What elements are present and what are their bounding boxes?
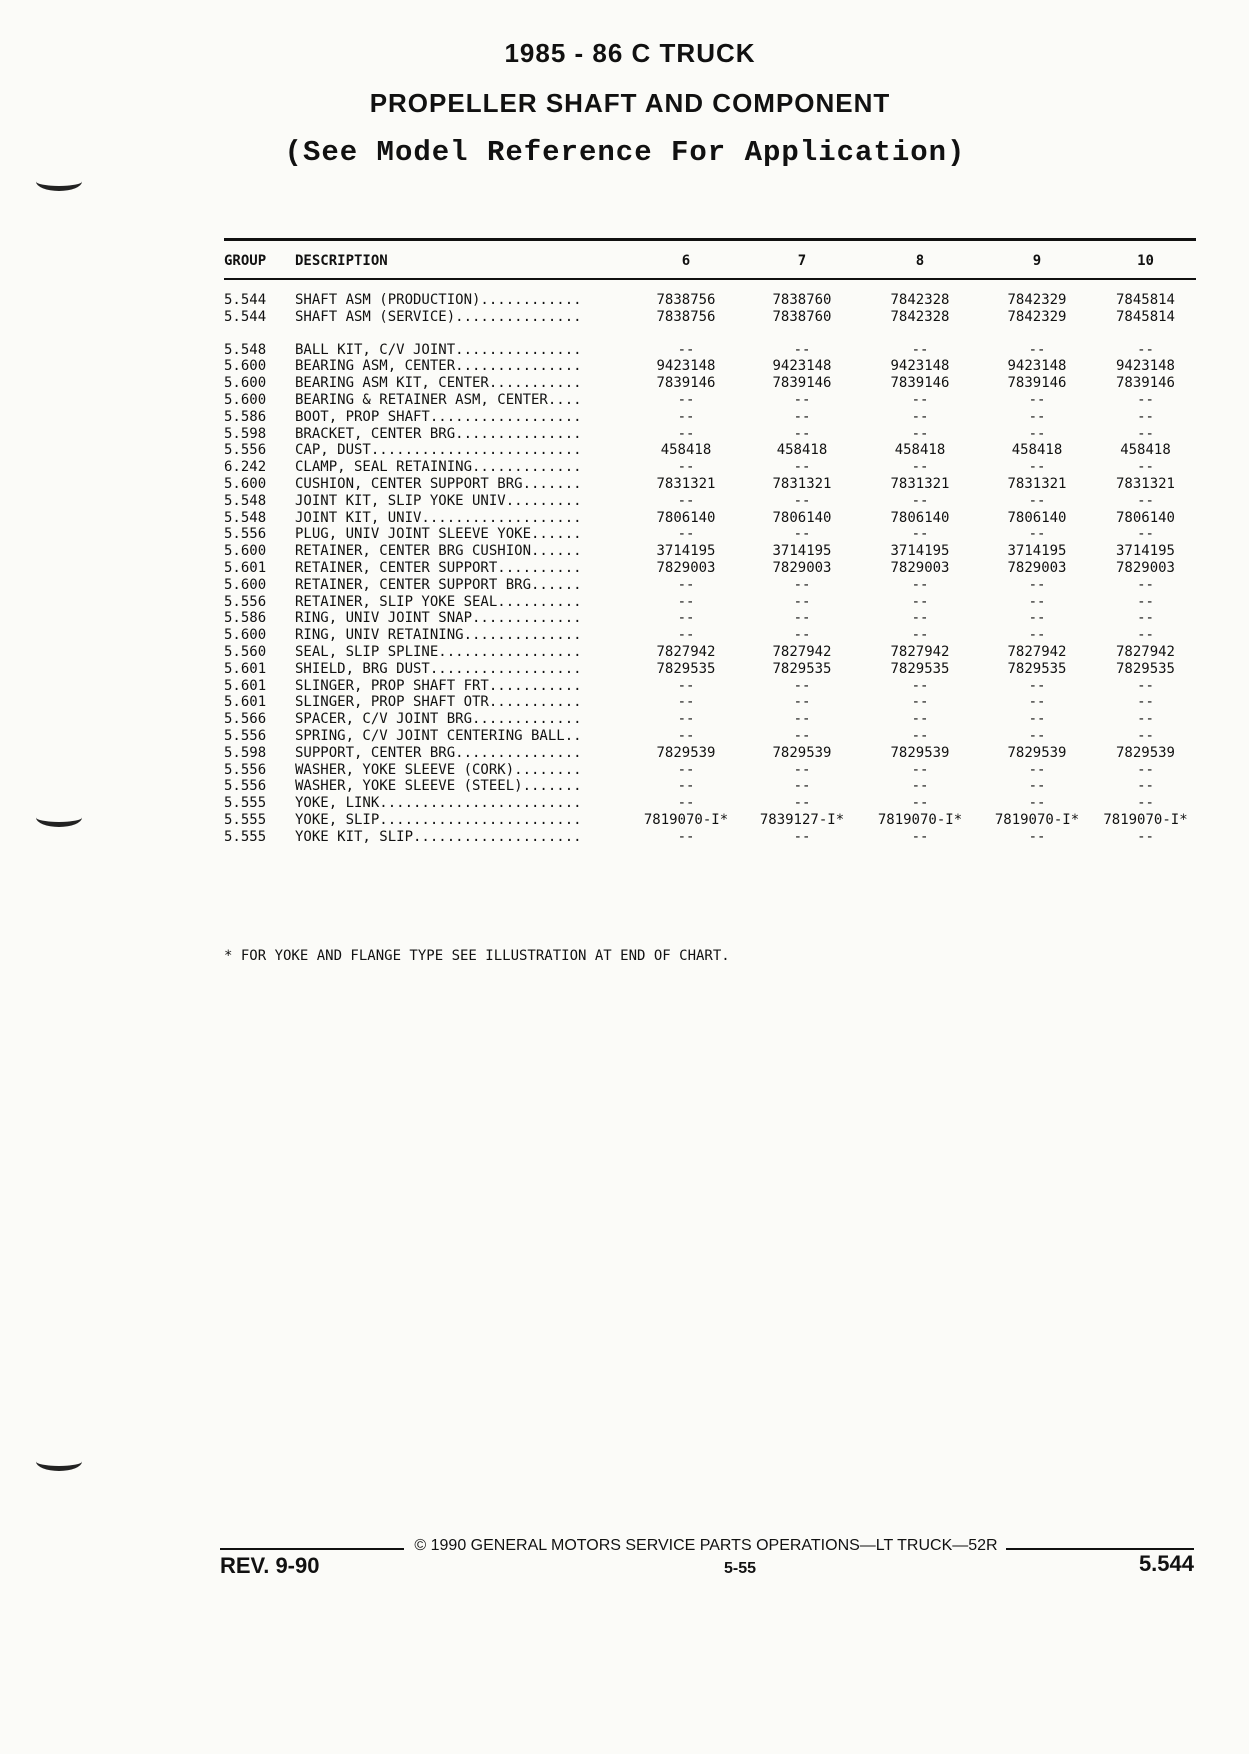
part-number-cell: --: [911, 425, 929, 442]
group-cell: 5.560: [224, 643, 267, 660]
part-number-cell: --: [793, 593, 811, 610]
description-cell: BEARING ASM, CENTER...............: [295, 358, 582, 375]
group-cell: 5.600: [224, 375, 267, 392]
part-number-cell: 7839146: [772, 375, 832, 392]
section-spacer: [224, 276, 1196, 292]
part-number-cell: --: [677, 425, 695, 442]
part-number-cell: 9423148: [772, 358, 832, 375]
column-header-group: GROUP: [224, 253, 267, 269]
spacer-cell: [224, 276, 1196, 292]
part-number-cell: --: [911, 677, 929, 694]
description-cell: WASHER, YOKE SLEEVE (STEEL).......: [295, 778, 582, 795]
part-number-cell: --: [793, 711, 811, 728]
part-number-cell: --: [1028, 828, 1046, 845]
description-cell: YOKE, LINK........................: [295, 795, 582, 812]
description-cell: RING, UNIV RETAINING..............: [295, 627, 582, 644]
part-number-cell: --: [911, 593, 929, 610]
part-number-cell: 3714195: [1115, 543, 1175, 560]
part-number-cell: --: [677, 526, 695, 543]
part-number-cell: --: [911, 526, 929, 543]
table-row: [224, 560, 1196, 577]
application-note: (See Model Reference For Application): [284, 136, 966, 169]
part-number-cell: 7838756: [656, 292, 716, 308]
description-cell: BALL KIT, C/V JOINT...............: [295, 341, 582, 358]
part-number-cell: 7839146: [890, 375, 950, 392]
part-number-cell: --: [1028, 526, 1046, 543]
column-header-model: 6: [681, 253, 691, 269]
table-row: [224, 309, 1196, 326]
description-cell: PLUG, UNIV JOINT SLEEVE YOKE......: [295, 526, 582, 543]
part-number-cell: 7838760: [772, 292, 832, 308]
description-cell: SHIELD, BRG DUST..................: [295, 660, 582, 677]
part-number-cell: --: [793, 610, 811, 627]
table-row: [224, 745, 1196, 762]
part-number-cell: 7806140: [656, 509, 716, 526]
group-cell: 5.548: [224, 509, 267, 526]
part-number-cell: 458418: [894, 442, 946, 459]
part-number-cell: 3714195: [1007, 543, 1067, 560]
part-number-cell: 458418: [660, 442, 712, 459]
part-number-cell: --: [677, 727, 695, 744]
description-cell: CAP, DUST.........................: [295, 442, 582, 459]
table-row: [224, 526, 1196, 543]
description-cell: JOINT KIT, UNIV...................: [295, 509, 582, 526]
part-number-cell: --: [793, 492, 811, 509]
part-number-cell: --: [677, 627, 695, 644]
group-cell: 5.555: [224, 795, 267, 812]
part-number-cell: 7829535: [1115, 660, 1175, 677]
part-number-cell: 7839146: [1007, 375, 1067, 392]
table-row: [224, 292, 1196, 309]
group-cell: 5.600: [224, 391, 267, 408]
table-row: [224, 426, 1196, 443]
binder-hole-mark: [36, 808, 82, 827]
part-number-cell: --: [911, 828, 929, 845]
part-number-cell: 7839146: [656, 375, 716, 392]
part-number-cell: 7806140: [1007, 509, 1067, 526]
part-number-cell: --: [793, 459, 811, 476]
table-row: [224, 442, 1196, 459]
part-number-cell: --: [1028, 610, 1046, 627]
part-number-cell: --: [793, 677, 811, 694]
part-number-cell: --: [677, 492, 695, 509]
part-number-cell: --: [911, 341, 929, 358]
part-number-cell: --: [911, 391, 929, 408]
column-header-model: 9: [1032, 253, 1042, 269]
description-cell: BOOT, PROP SHAFT..................: [295, 408, 582, 425]
description-cell: RETAINER, CENTER BRG CUSHION......: [295, 543, 582, 560]
part-number-cell: 7829539: [1115, 744, 1175, 761]
part-number-cell: --: [1028, 627, 1046, 644]
part-number-cell: --: [911, 694, 929, 711]
part-number-cell: 458418: [776, 442, 828, 459]
table-row: [224, 644, 1196, 661]
part-number-cell: --: [793, 828, 811, 845]
part-number-cell: 7842329: [1007, 308, 1067, 325]
column-header-model: 10: [1137, 253, 1154, 269]
part-number-cell: --: [1137, 795, 1154, 812]
part-number-cell: --: [1137, 391, 1154, 408]
part-number-cell: --: [793, 526, 811, 543]
part-number-cell: 7831321: [890, 475, 950, 492]
part-number-cell: --: [1137, 778, 1154, 795]
part-number-cell: --: [911, 761, 929, 778]
part-number-cell: 9423148: [1007, 358, 1067, 375]
part-number-cell: --: [1137, 492, 1154, 509]
table-row: [224, 493, 1196, 510]
group-cell: 5.566: [224, 711, 267, 728]
part-number-cell: --: [911, 576, 929, 593]
part-number-cell: 7829539: [890, 744, 950, 761]
part-number-cell: --: [911, 711, 929, 728]
part-number-cell: 7829003: [656, 559, 716, 576]
group-cell: 5.556: [224, 442, 267, 459]
table-row: [224, 829, 1196, 846]
part-number-cell: --: [677, 459, 695, 476]
description-cell: SLINGER, PROP SHAFT FRT...........: [295, 677, 582, 694]
part-number-cell: --: [1137, 459, 1154, 476]
binder-hole-mark: [36, 172, 82, 191]
group-cell: 5.598: [224, 425, 267, 442]
part-number-cell: 7806140: [890, 509, 950, 526]
part-number-cell: --: [677, 711, 695, 728]
binder-hole-mark: [36, 1452, 82, 1471]
part-number-cell: --: [793, 341, 811, 358]
footer-rule: [220, 1548, 404, 1550]
part-number-cell: 7842328: [890, 308, 950, 325]
part-number-cell: --: [793, 576, 811, 593]
part-number-cell: --: [677, 828, 695, 845]
part-number-cell: --: [911, 408, 929, 425]
part-number-cell: --: [793, 761, 811, 778]
table-row: [224, 459, 1196, 476]
part-number-cell: --: [1137, 341, 1154, 358]
table-row: [224, 409, 1196, 426]
part-number-cell: --: [1137, 711, 1154, 728]
part-number-cell: 7831321: [656, 475, 716, 492]
table-row: [224, 762, 1196, 779]
page-subtitle: PROPELLER SHAFT AND COMPONENT: [369, 88, 891, 118]
part-number-cell: --: [1028, 593, 1046, 610]
table-row: [224, 577, 1196, 594]
part-number-cell: --: [1137, 694, 1154, 711]
part-number-cell: --: [1137, 610, 1154, 627]
table-header-row: [224, 246, 1196, 276]
part-number-cell: --: [1137, 677, 1154, 694]
part-number-cell: --: [793, 694, 811, 711]
table-row: [224, 610, 1196, 627]
part-number-cell: 7829539: [772, 744, 832, 761]
description-cell: YOKE, SLIP........................: [295, 811, 582, 828]
column-header-model: 8: [915, 253, 925, 269]
part-number-cell: --: [677, 341, 695, 358]
part-number-cell: 7831321: [772, 475, 832, 492]
description-cell: BRACKET, CENTER BRG...............: [295, 425, 582, 442]
part-number-cell: --: [1028, 459, 1046, 476]
part-number-cell: --: [677, 593, 695, 610]
part-number-cell: --: [677, 778, 695, 795]
part-number-cell: --: [793, 627, 811, 644]
part-number-cell: --: [911, 492, 929, 509]
part-number-cell: --: [911, 795, 929, 812]
part-number-cell: 7839127-I*: [759, 811, 845, 828]
part-number-cell: --: [1028, 425, 1046, 442]
parts-table: [224, 246, 1196, 846]
table-row: [224, 627, 1196, 644]
part-number-cell: 9423148: [656, 358, 716, 375]
part-number-cell: --: [1028, 677, 1046, 694]
group-cell: 5.556: [224, 526, 267, 543]
part-number-cell: --: [1028, 576, 1046, 593]
table-row: [224, 543, 1196, 560]
table-row: [224, 812, 1196, 829]
group-cell: 5.555: [224, 811, 267, 828]
part-number-cell: 7839146: [1115, 375, 1175, 392]
part-number-cell: 3714195: [772, 543, 832, 560]
part-number-cell: --: [1028, 492, 1046, 509]
description-cell: RING, UNIV JOINT SNAP.............: [295, 610, 582, 627]
part-number-cell: 7827942: [656, 643, 716, 660]
part-number-cell: 7829003: [1007, 559, 1067, 576]
table-row: [224, 778, 1196, 795]
part-number-cell: 7831321: [1115, 475, 1175, 492]
section-spacer: [224, 326, 1196, 342]
part-number-cell: 7819070-I*: [1103, 811, 1188, 828]
part-number-cell: 3714195: [656, 543, 716, 560]
part-number-cell: --: [1028, 408, 1046, 425]
group-cell: 5.556: [224, 761, 267, 778]
table-row: [224, 510, 1196, 527]
part-number-cell: 9423148: [1115, 358, 1175, 375]
description-cell: SLINGER, PROP SHAFT OTR...........: [295, 694, 582, 711]
part-number-cell: --: [1028, 795, 1046, 812]
group-cell: 5.601: [224, 694, 267, 711]
part-number-cell: --: [1028, 711, 1046, 728]
part-number-cell: --: [1028, 391, 1046, 408]
table-row: [224, 795, 1196, 812]
part-number-cell: --: [677, 391, 695, 408]
description-cell: CLAMP, SEAL RETAINING.............: [295, 459, 582, 476]
part-number-cell: --: [793, 425, 811, 442]
part-number-cell: --: [911, 610, 929, 627]
part-number-cell: 7829003: [772, 559, 832, 576]
part-number-cell: --: [1137, 761, 1154, 778]
group-cell: 5.598: [224, 744, 267, 761]
part-number-cell: 7827942: [1007, 643, 1067, 660]
footer-page-number: 5-55: [723, 1560, 757, 1577]
description-cell: SPRING, C/V JOINT CENTERING BALL..: [295, 727, 582, 744]
footer-copyright: © 1990 GENERAL MOTORS SERVICE PARTS OPERATIONS—LT TRUCK—52R: [414, 1537, 998, 1554]
part-number-cell: --: [1137, 408, 1154, 425]
table-row: [224, 594, 1196, 611]
table-row: [224, 342, 1196, 359]
group-cell: 5.544: [224, 308, 267, 325]
part-number-cell: 7827942: [772, 643, 832, 660]
group-cell: 5.600: [224, 627, 267, 644]
part-number-cell: 7806140: [772, 509, 832, 526]
description-cell: SHAFT ASM (SERVICE)...............: [295, 308, 582, 325]
table-row: [224, 661, 1196, 678]
part-number-cell: --: [1137, 593, 1154, 610]
group-cell: 5.548: [224, 341, 267, 358]
spacer-cell: [224, 326, 1196, 342]
part-number-cell: 7827942: [1115, 643, 1175, 660]
part-number-cell: 7827942: [890, 643, 950, 660]
table-row: [224, 476, 1196, 493]
part-number-cell: 458418: [1120, 442, 1171, 459]
group-cell: 5.556: [224, 727, 267, 744]
part-number-cell: --: [1028, 341, 1046, 358]
part-number-cell: 7829535: [890, 660, 950, 677]
part-number-cell: --: [1137, 627, 1154, 644]
part-number-cell: 7806140: [1115, 509, 1175, 526]
group-cell: 5.600: [224, 358, 267, 375]
part-number-cell: 7829535: [656, 660, 716, 677]
group-cell: 6.242: [224, 459, 267, 476]
part-number-cell: 3714195: [890, 543, 950, 560]
part-number-cell: 7829539: [656, 744, 716, 761]
footer-section-number: 5.544: [1138, 1551, 1194, 1576]
part-number-cell: --: [677, 576, 695, 593]
group-cell: 5.601: [224, 559, 267, 576]
part-number-cell: 7838760: [772, 308, 832, 325]
group-cell: 5.586: [224, 610, 267, 627]
part-number-cell: --: [1137, 576, 1154, 593]
part-number-cell: --: [911, 727, 929, 744]
table-row: [224, 728, 1196, 745]
part-number-cell: 7829003: [1115, 559, 1175, 576]
description-cell: RETAINER, SLIP YOKE SEAL..........: [295, 593, 582, 610]
group-cell: 5.601: [224, 660, 267, 677]
column-header-model: 7: [797, 253, 807, 269]
part-number-cell: 7831321: [1007, 475, 1067, 492]
column-header-description: DESCRIPTION: [295, 253, 388, 269]
description-cell: SPACER, C/V JOINT BRG.............: [295, 711, 582, 728]
part-number-cell: --: [911, 778, 929, 795]
part-number-cell: 7819070-I*: [994, 811, 1080, 828]
part-number-cell: 7829003: [890, 559, 950, 576]
footer-rule: [1006, 1548, 1194, 1550]
table-row: [224, 711, 1196, 728]
part-number-cell: --: [1028, 761, 1046, 778]
group-cell: 5.544: [224, 292, 267, 308]
part-number-cell: --: [677, 694, 695, 711]
table-row: [224, 678, 1196, 695]
table-top-rule: [224, 238, 1196, 241]
part-number-cell: --: [1028, 727, 1046, 744]
group-cell: 5.556: [224, 778, 267, 795]
part-number-cell: --: [911, 459, 929, 476]
table-row: [224, 375, 1196, 392]
part-number-cell: 7829535: [1007, 660, 1067, 677]
part-number-cell: --: [677, 408, 695, 425]
description-cell: SUPPORT, CENTER BRG...............: [295, 744, 582, 761]
part-number-cell: 7845814: [1115, 308, 1175, 325]
group-cell: 5.586: [224, 408, 267, 425]
part-number-cell: 7842328: [890, 292, 950, 308]
footnote: * FOR YOKE AND FLANGE TYPE SEE ILLUSTRATION AT END OF CHART.: [224, 948, 730, 964]
part-number-cell: --: [677, 795, 695, 812]
description-cell: CUSHION, CENTER SUPPORT BRG.......: [295, 475, 582, 492]
description-cell: WASHER, YOKE SLEEVE (CORK)........: [295, 761, 582, 778]
part-number-cell: --: [793, 795, 811, 812]
part-number-cell: --: [1137, 526, 1154, 543]
part-number-cell: --: [1028, 778, 1046, 795]
table-row: [224, 392, 1196, 409]
part-number-cell: 7838756: [656, 308, 716, 325]
part-number-cell: 7819070-I*: [877, 811, 963, 828]
description-cell: BEARING & RETAINER ASM, CENTER....: [295, 391, 582, 408]
description-cell: RETAINER, CENTER SUPPORT..........: [295, 559, 582, 576]
part-number-cell: 9423148: [890, 358, 950, 375]
part-number-cell: 458418: [1011, 442, 1063, 459]
part-number-cell: 7829539: [1007, 744, 1067, 761]
group-cell: 5.555: [224, 828, 267, 845]
part-number-cell: 7819070-I*: [643, 811, 729, 828]
description-cell: BEARING ASM KIT, CENTER...........: [295, 375, 582, 392]
description-cell: SHAFT ASM (PRODUCTION)............: [295, 292, 582, 308]
part-number-cell: --: [793, 727, 811, 744]
part-number-cell: --: [677, 610, 695, 627]
part-number-cell: --: [793, 391, 811, 408]
description-cell: SEAL, SLIP SPLINE.................: [295, 643, 582, 660]
group-cell: 5.600: [224, 475, 267, 492]
part-number-cell: 7842329: [1007, 292, 1067, 308]
group-cell: 5.600: [224, 576, 267, 593]
group-cell: 5.600: [224, 543, 267, 560]
part-number-cell: --: [1137, 828, 1154, 845]
part-number-cell: 7845814: [1115, 292, 1175, 308]
part-number-cell: --: [677, 761, 695, 778]
part-number-cell: --: [1028, 694, 1046, 711]
group-cell: 5.556: [224, 593, 267, 610]
description-cell: YOKE KIT, SLIP....................: [295, 828, 582, 845]
table-row: [224, 358, 1196, 375]
part-number-cell: 7829535: [772, 660, 832, 677]
part-number-cell: --: [1137, 727, 1154, 744]
description-cell: JOINT KIT, SLIP YOKE UNIV.........: [295, 492, 582, 509]
group-cell: 5.548: [224, 492, 267, 509]
part-number-cell: --: [793, 778, 811, 795]
description-cell: RETAINER, CENTER SUPPORT BRG......: [295, 576, 582, 593]
part-number-cell: --: [1137, 425, 1154, 442]
table-row: [224, 694, 1196, 711]
group-cell: 5.601: [224, 677, 267, 694]
part-number-cell: --: [677, 677, 695, 694]
footer-revision: REV. 9-90: [220, 1553, 320, 1578]
part-number-cell: --: [793, 408, 811, 425]
part-number-cell: --: [911, 627, 929, 644]
page-title: 1985 - 86 C TRUCK: [504, 38, 756, 68]
